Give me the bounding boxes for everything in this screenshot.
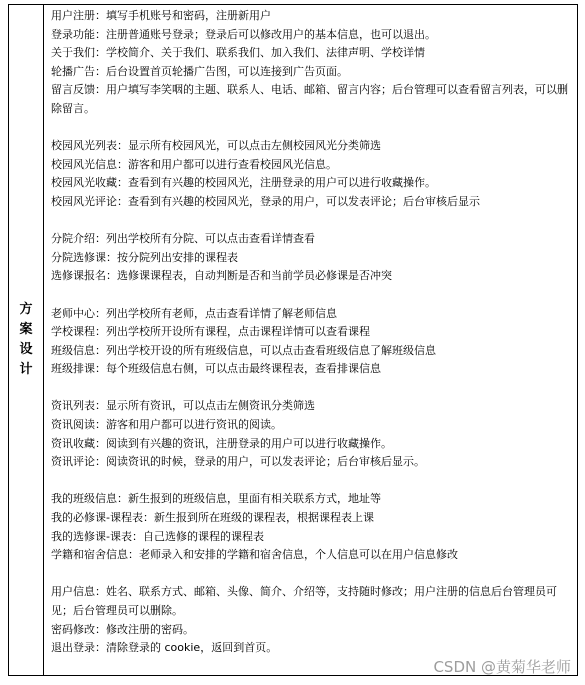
description-line: 用户注册：填写手机账号和密码，注册新用户 — [51, 9, 271, 22]
watermark: CSDN @黄菊华老师 — [433, 658, 571, 676]
description-line: 资讯列表：显示所有资讯，可以点击左侧资讯分类筛选 — [51, 399, 315, 413]
section-label-cell — [9, 5, 44, 675]
description-line: 关于我们：学校简介、关于我们、联系我们、加入我们、法律声明、学校详情 — [51, 46, 425, 60]
description-line: 学校课程：列出学校所开设所有课程，点击课程详情可以查看课程 — [51, 325, 370, 339]
description-line: 退出登录：清除登录的 cookie，返回到首页。 — [51, 641, 278, 655]
description-line: 分院选修课：按分院列出安排的课程表 — [51, 250, 238, 264]
description-line: 我的班级信息：新生报到的班级信息，里面有相关联系方式，地址等 — [51, 492, 381, 506]
description-line: 登录功能：注册普通账号登录；登录后可以修改用户的基本信息，也可以退出。 — [51, 27, 436, 41]
group-spacer — [51, 286, 571, 305]
group-spacer — [51, 472, 571, 491]
group-spacer — [51, 119, 571, 138]
description-line: 班级信息：列出学校开设的所有班级信息，可以点击查看班级信息了解班级信息 — [51, 343, 436, 357]
section-label: 方案设计 — [19, 302, 33, 377]
content-table — [8, 4, 578, 676]
description-line: 我的选修课-课表：自己选修的课程的课程表 — [51, 529, 264, 543]
description-line: 用户信息：姓名、联系方式、邮箱、头像、简介、介绍等，支持随时修改；用户注册的信息后台管理员可见；后台管理员可以删除。 — [51, 585, 557, 617]
description-line: 校园风光列表：显示所有校园风光，可以点击左侧校园风光分类筛选 — [51, 139, 381, 153]
description-line: 资讯收藏：阅读到有兴趣的资讯，注册登录的用户可以进行收藏操作。 — [51, 436, 392, 450]
description-line: 资讯评论：阅读资讯的时候，登录的用户，可以发表评论；后台审核后显示。 — [51, 455, 425, 469]
group-spacer — [51, 565, 571, 584]
description-line: 学籍和宿舍信息：老师录入和安排的学籍和宿舍信息，个人信息可以在用户信息修改 — [51, 548, 458, 562]
description-line: 轮播广告：后台设置首页轮播广告图，可以连接到广告页面。 — [51, 64, 348, 78]
section-content-cell — [44, 5, 577, 675]
description-line: 校园风光信息：游客和用户都可以进行查看校园风光信息。 — [51, 157, 337, 171]
description-line: 我的必修课-课程表：新生报到所在班级的课程表，根据课程表上课 — [51, 511, 374, 525]
description-line: 留言反馈：用户填写李笑咽的主题、联系人、电话、邮箱、留言内容；后台管理可以查看留言列表，可以删除留言。 — [51, 83, 568, 115]
description-line: 校园风光收藏：查看到有兴趣的校园风光，注册登录的用户可以进行收藏操作。 — [51, 176, 436, 190]
group-spacer — [51, 212, 571, 231]
description-line: 校园风光评论：查看到有兴趣的校园风光，登录的用户，可以发表评论；后台审核后显示 — [51, 194, 480, 208]
description-line: 班级排课：每个班级信息右侧，可以点击最终课程表，查看排课信息 — [51, 362, 381, 376]
description-line: 密码修改：修改注册的密码。 — [51, 622, 194, 636]
description-line: 选修课报名：选修课课程表，自动判断是否和当前学员必修课是否冲突 — [51, 269, 392, 283]
description-line: 分院介绍：列出学校所有分院、可以点击查看详情查看 — [51, 232, 315, 246]
description-line: 资讯阅读：游客和用户都可以进行资讯的阅读。 — [51, 418, 282, 432]
group-spacer — [51, 379, 571, 398]
description-line: 老师中心：列出学校所有老师，点击查看详情了解老师信息 — [51, 306, 337, 320]
